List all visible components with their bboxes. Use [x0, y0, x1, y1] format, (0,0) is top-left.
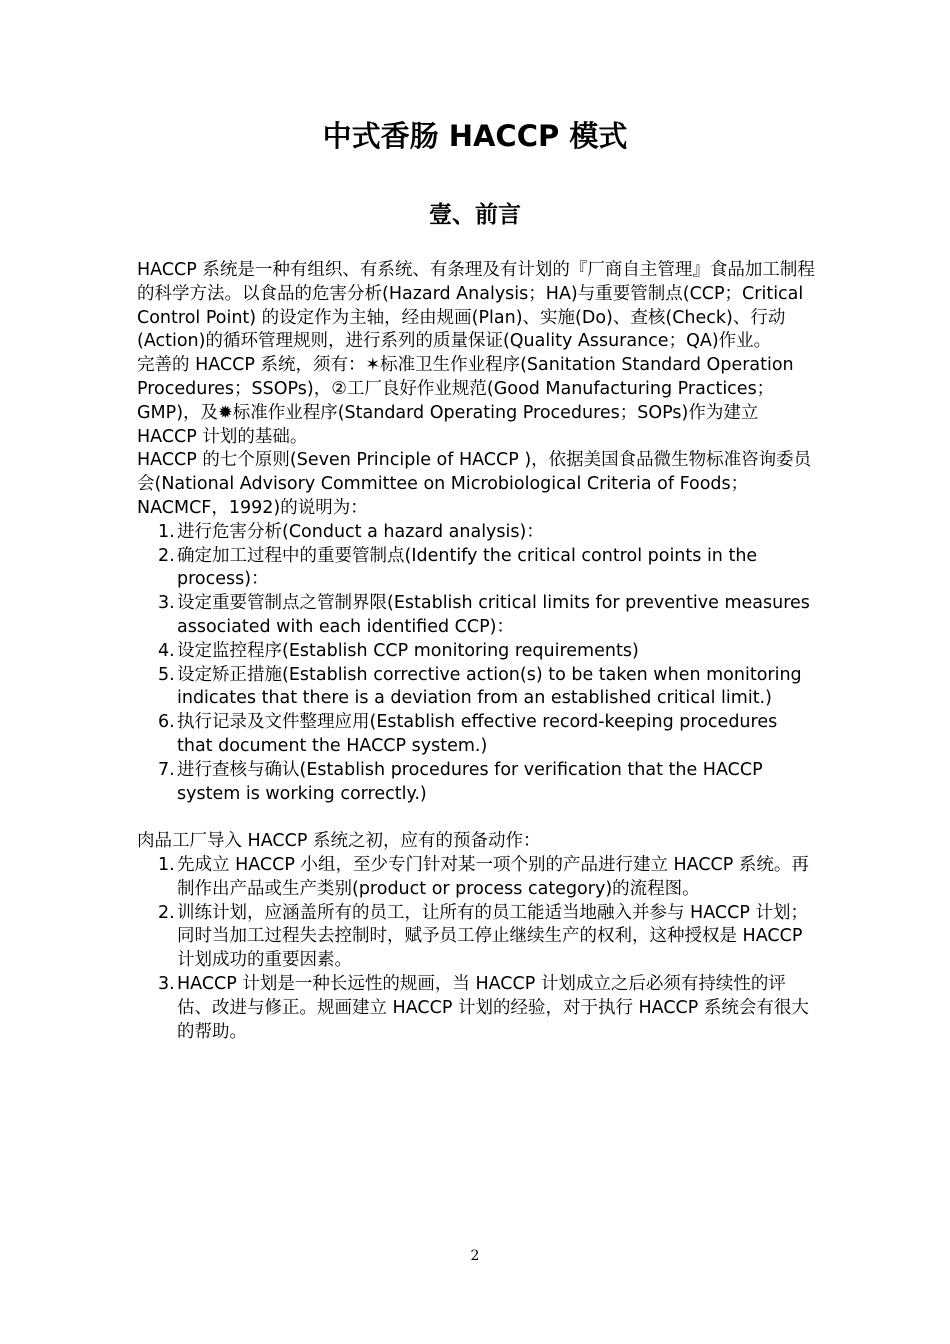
- list-item-text: 执行记录及文件整理应用(Establish effective record-keeping procedures that document the HACCP system.): [177, 712, 778, 756]
- prep-intro-paragraph: 肉品工厂导入 HACCP 系统之初，应有的预备动作：: [137, 831, 541, 852]
- list-item: [158, 711, 817, 759]
- list-number: 3.: [158, 973, 175, 994]
- principles-list: [137, 521, 817, 807]
- list-number: 7.: [158, 759, 175, 780]
- list-item-text: 设定矫正措施(Establish corrective action(s) to be taken when monitoring indicates that there is a deviation from an established critical limit.): [177, 664, 802, 709]
- list-item: [158, 759, 817, 807]
- intro-paragraph-prerequisites: 完善的 HACCP 系统，须有：✶标准卫生作业程序(Sanitation Standard Operation Procedures；SSOPs)，②工厂良好作业规范(Good Manufacturing Practices；GMP)，及✹标准作业程序(Standard Operating Procedures；SOPs)作为建立 HACCP 计划的基础。: [137, 355, 794, 447]
- list-number: 3.: [158, 593, 175, 614]
- intro-paragraph-haccp-definition: HACCP 系统是一种有组织、有系统、有条理及有计划的『厂商自主管理』食品加工制程的科学方法。以食品的危害分析(Hazard Analysis；HA)与重要管制点(CCP；Critical Control Point) 的设定作为主轴，经由规画(Plan)、实施(Do)、查核(Check)、行动(Action)的循环管理规则，进行系列的质量保证(Quality Assurance；QA)作业。: [137, 260, 815, 352]
- list-item: [158, 640, 817, 664]
- list-item-text: HACCP 计划是一种长远性的规画，当 HACCP 计划成立之后必须有持续性的评估、改进与修正。规画建立 HACCP 计划的经验，对于执行 HACCP 系统会有很大的帮助。: [177, 973, 809, 1042]
- document-title: 中式香肠 HACCP 模式: [322, 119, 628, 153]
- list-item-text: 确定加工过程中的重要管制点(Identify the critical control points in the process)：: [177, 545, 758, 590]
- list-item-text: 进行查核与确认(Establish procedures for verification that the HACCP system is working correctly.): [177, 759, 763, 804]
- paragraph-spacer: [137, 806, 817, 830]
- section-heading: 壹、前言: [429, 201, 521, 228]
- list-item-text: 设定重要管制点之管制界限(Establish critical limits for preventive measures associated with each identified CCP)：: [177, 593, 810, 637]
- list-number: 2.: [158, 545, 175, 566]
- list-item: [158, 902, 817, 973]
- list-number: 5.: [158, 664, 175, 685]
- list-number: 1.: [158, 854, 175, 875]
- list-number: 2.: [158, 902, 175, 923]
- document-body: [137, 259, 817, 1044]
- list-item: [158, 664, 817, 712]
- list-item: [158, 854, 817, 902]
- list-number: 1.: [158, 521, 175, 542]
- prep-steps-list: [137, 854, 817, 1044]
- list-item-text: 训练计划，应涵盖所有的员工，让所有的员工能适当地融入并参与 HACCP 计划；同时当加工过程失去控制时，赋予员工停止继续生产的权利，这种授权是 HACCP 计划成功的重要因素。: [177, 902, 808, 971]
- list-item: [158, 592, 817, 640]
- list-number: 6.: [158, 712, 175, 733]
- list-item: [158, 973, 817, 1044]
- list-item-text: 进行危害分析(Conduct a hazard analysis)：: [177, 521, 544, 542]
- list-item-text: 设定监控程序(Establish CCP monitoring requirements): [177, 640, 639, 661]
- list-number: 4.: [158, 640, 175, 661]
- list-item: [158, 545, 817, 593]
- list-item-text: 先成立 HACCP 小组，至少专门针对某一项个别的产品进行建立 HACCP 系统。再制作出产品或生产类别(product or process category)的流程图。: [177, 854, 809, 899]
- page-number: 2: [470, 1248, 480, 1264]
- list-item: [158, 521, 817, 545]
- intro-paragraph-seven-principles: HACCP 的七个原则(Seven Principle of HACCP )，依据美国食品微生物标准咨询委员会(National Advisory Committee on Microbiological Criteria of Foods；NACMCF，1992)的说明为：: [137, 450, 812, 518]
